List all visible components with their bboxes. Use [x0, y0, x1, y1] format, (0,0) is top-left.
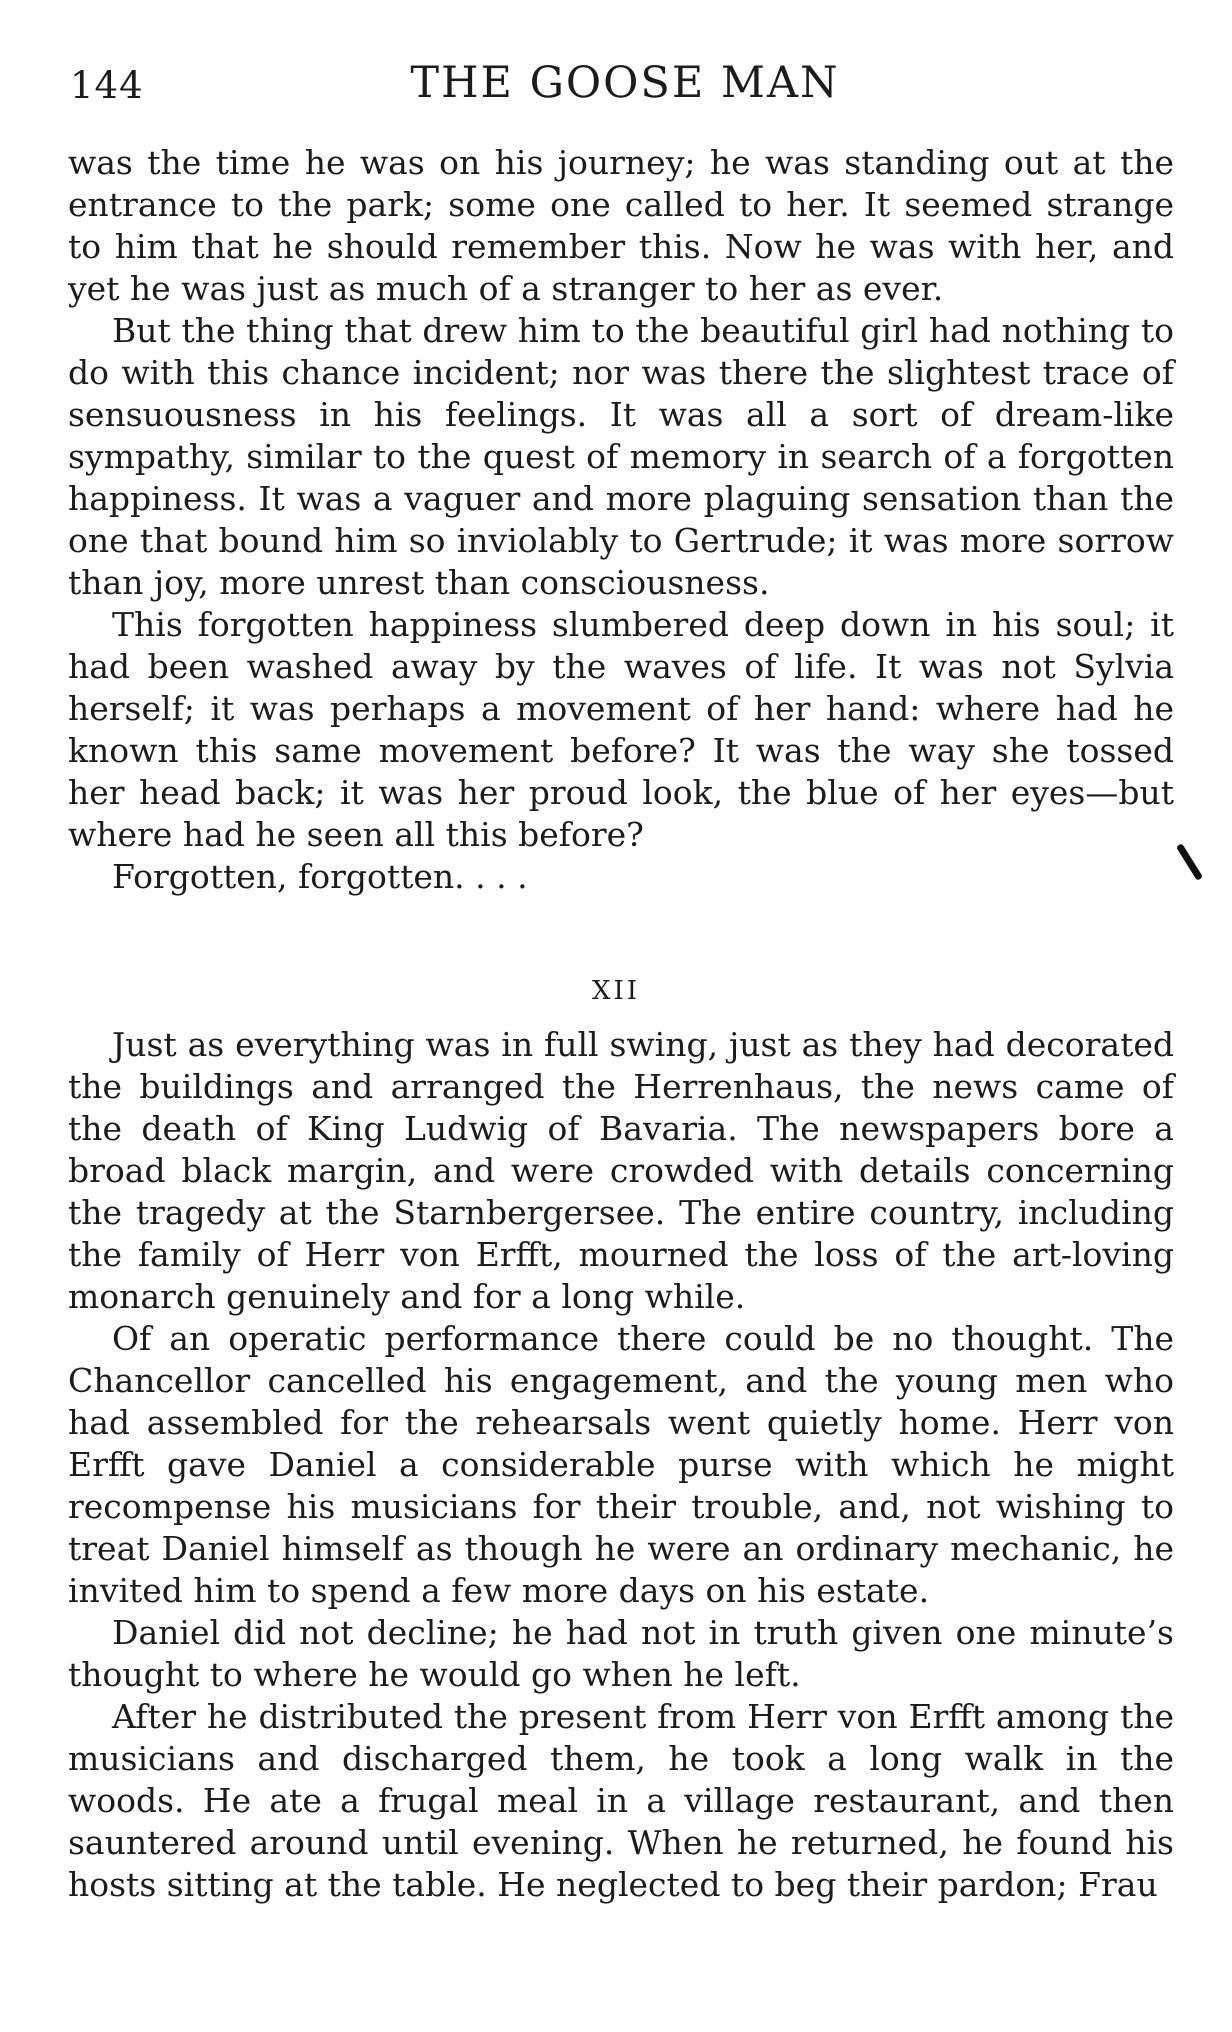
paragraph: Forgotten, forgotten. . . . — [112, 857, 528, 896]
paragraph: After he distributed the present from Herr von Erfft among the musicians and discharged them, he took a long walk in the woods. He ate a frugal meal in a village restaurant, and then sauntered around until evening. When he returned, he found his hosts sitting at the table. He neglected to beg their pardon; Frau — [68, 1697, 1174, 1904]
section-one-text — [68, 142, 1174, 898]
page-number: 144 — [70, 64, 144, 107]
chapter-heading: XII — [591, 976, 641, 1006]
paragraph: Daniel did not decline; he had not in truth given one minute’s thought to where he would go when he left. — [68, 1613, 1174, 1694]
page-header — [70, 58, 1180, 118]
paragraph: This forgotten happiness slumbered deep down in his soul; it had been washed away by the waves of life. It was not Sylvia herself; it was perhaps a movement of her hand: where had he known this same movement before? It was the way she tossed her head back; it was her proud look, the blue of her eyes—but where had he seen all this before? — [68, 605, 1174, 854]
running-title: THE GOOSE MAN — [410, 58, 840, 108]
paragraph: was the time he was on his journey; he was standing out at the entrance to the park; some one called to her. It seemed strange to him that he should remember this. Now he was with her, and yet he was just as much of a stranger to her as ever. — [68, 143, 1174, 308]
section-two-text — [68, 1024, 1174, 1906]
paragraph: But the thing that drew him to the beautiful girl had nothing to do with this chance incident; nor was there the slightest trace of sensuousness in his feelings. It was all a sort of dream-like sympathy, similar to the quest of memory in search of a forgotten happiness. It was a vaguer and more plaguing sensation than the one that bound him so inviolably to Gertrude; it was more sorrow than joy, more unrest than consciousness. — [68, 311, 1174, 602]
paragraph: Of an operatic performance there could be no thought. The Chancellor cancelled his engagement, and the young men who had assembled for the rehearsals went quietly home. Herr von Erfft gave Daniel a considerable purse with which he might recompense his musicians for their trouble, and, not wishing to treat Daniel himself as though he were an ordinary mechanic, he invited him to spend a few more days on his estate. — [68, 1319, 1174, 1610]
paragraph: Just as everything was in full swing, just as they had decorated the buildings and arranged the Herrenhaus, the news came of the death of King Ludwig of Bavaria. The newspapers bore a broad black margin, and were crowded with details concerning the tragedy at the Starnbergersee. The entire country, including the family of Herr von Erfft, mourned the loss of the art-loving monarch genuinely and for a long while. — [68, 1025, 1174, 1316]
margin-mark — [1176, 843, 1203, 881]
